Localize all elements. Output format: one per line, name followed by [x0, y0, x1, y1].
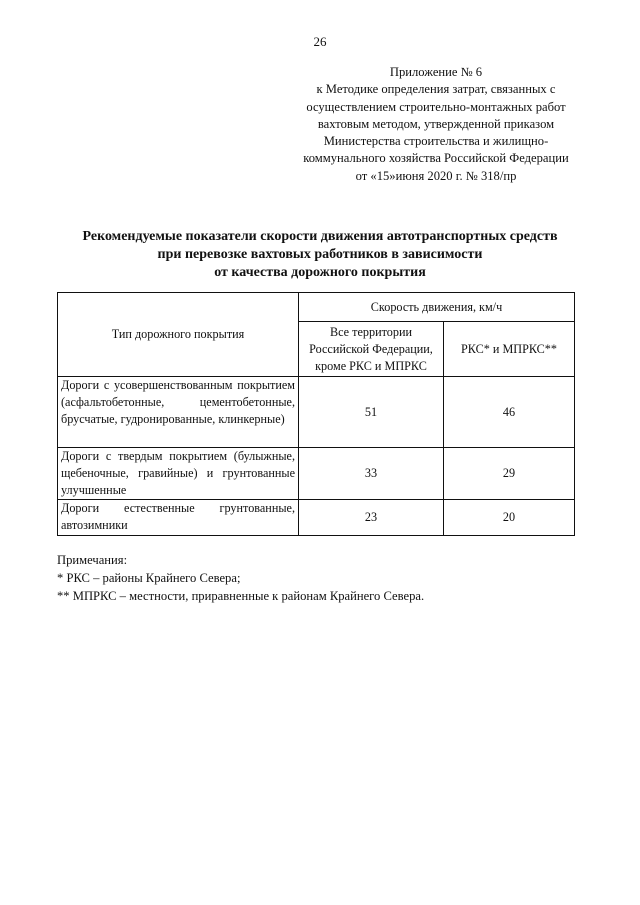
table-header-row: [58, 293, 575, 322]
appendix-line: коммунального хозяйства Российской Федерации: [303, 151, 569, 166]
header-all-territories: Все территории Российской Федерации, кроме РКС и МПРКС: [299, 322, 444, 377]
header-speed: Скорость движения, км/ч: [299, 293, 575, 322]
speed-all-cell: 51: [299, 377, 444, 448]
speed-table: [57, 292, 575, 536]
road-type-cell: Дороги естественные грунтованные, автозимники: [58, 500, 299, 536]
table-row: [58, 377, 575, 448]
road-type-cell: Дороги с твердым покрытием (булыжные, щебеночные, гравийные) и грунтованные улучшенные: [58, 448, 299, 500]
speed-rks-cell: 46: [444, 377, 575, 448]
table-row: [58, 500, 575, 536]
road-type-cell: Дороги с усовершенствованным покрытием (асфальтобетонные, цементобетонные, брусчатые, гудронированные, клинкерные): [58, 377, 299, 448]
appendix-line: от «15»июня 2020 г. № 318/пр: [355, 168, 517, 183]
note-item: ** МПРКС – местности, приравненные к районам Крайнего Севера.: [57, 589, 425, 603]
note-item: * РКС – районы Крайнего Севера;: [57, 571, 241, 585]
document-title: [40, 228, 600, 282]
appendix-line: Министерства строительства и жилищно-: [323, 134, 549, 149]
header-rks-mprks: РКС* и МПРКС**: [444, 322, 575, 377]
speed-rks-cell: 20: [444, 500, 575, 536]
title-line: Рекомендуемые показатели скорости движения автотранспортных средств: [82, 229, 558, 244]
title-line: при перевозке вахтовых работников в зависимости: [157, 247, 483, 262]
speed-all-cell: 33: [299, 448, 444, 500]
header-road-type: Тип дорожного покрытия: [58, 293, 299, 377]
speed-rks-cell: 29: [444, 448, 575, 500]
page-number: 26: [313, 34, 327, 49]
notes-block: [57, 551, 597, 605]
notes-heading: Примечания:: [57, 553, 128, 567]
appendix-line: к Методике определения затрат, связанных с: [316, 82, 556, 97]
appendix-line: Приложение № 6: [389, 65, 483, 79]
appendix-line: осуществлением строительно-монтажных работ: [306, 99, 566, 114]
table-row: [58, 448, 575, 500]
appendix-line: вахтовым методом, утвержденной приказом: [317, 116, 555, 131]
title-line: от качества дорожного покрытия: [214, 265, 426, 280]
appendix-block: [286, 64, 586, 185]
speed-all-cell: 23: [299, 500, 444, 536]
